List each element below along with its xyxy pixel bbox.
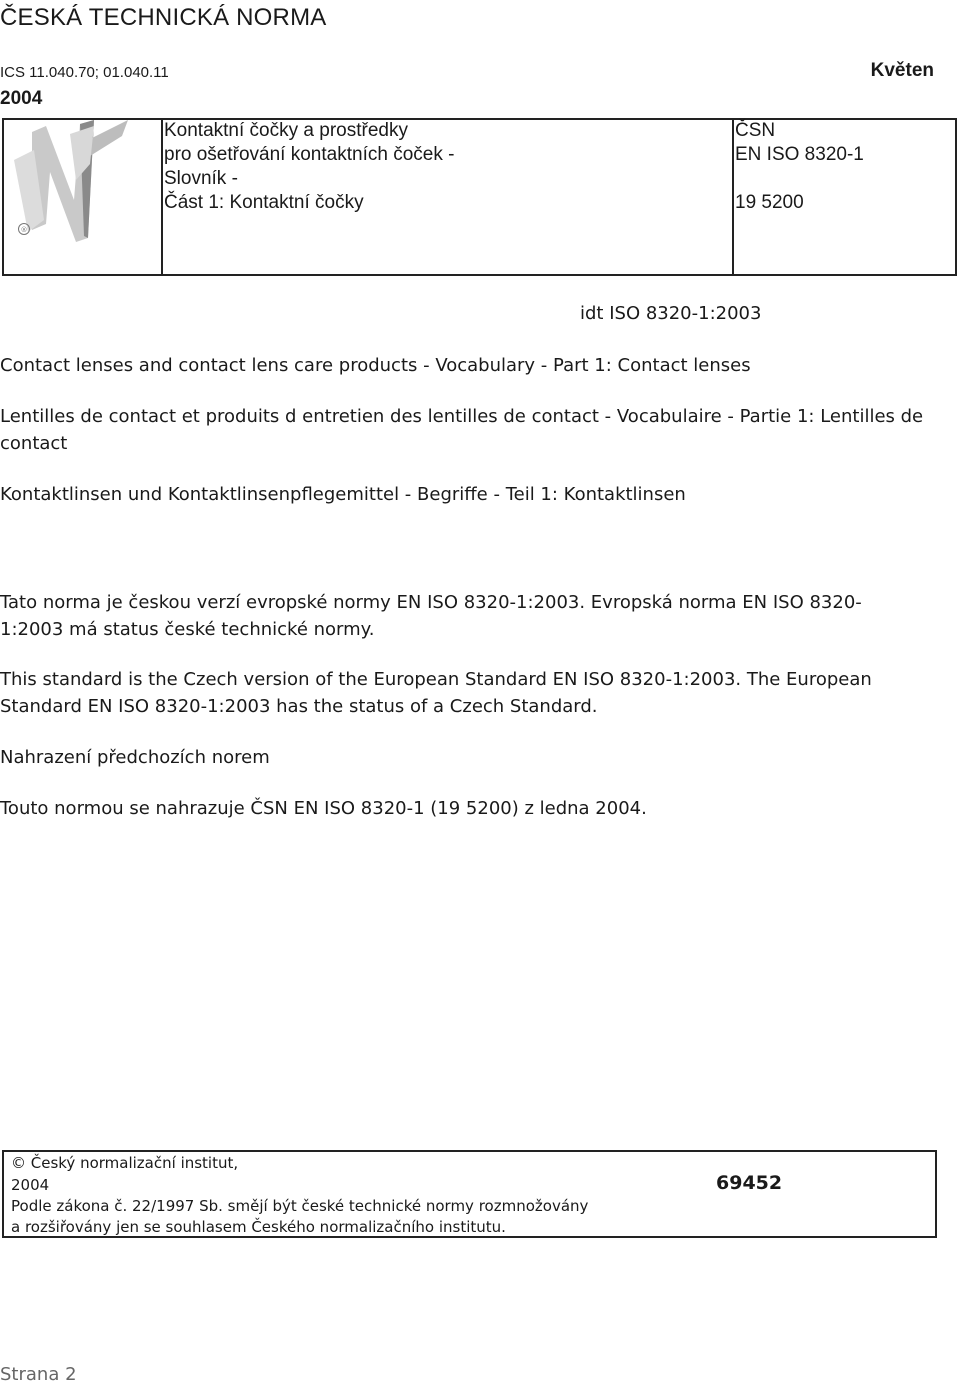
czech-title-line: Slovník - <box>164 168 238 189</box>
german-title: Kontaktlinsen und Kontaktlinsenpflegemittel - Begriffe - Teil 1: Kontaktlinsen <box>0 484 686 505</box>
french-title-line: contact <box>0 433 68 454</box>
standard-number: EN ISO 8320-1 <box>735 144 864 165</box>
norm-heading: ČESKÁ TECHNICKÁ NORMA <box>0 4 327 31</box>
page-number: Strana 2 <box>0 1364 77 1385</box>
csn-logo-icon <box>4 120 160 276</box>
czech-title-line: Část 1: Kontaktní čočky <box>164 192 364 213</box>
title-block <box>2 118 957 276</box>
czech-note-line: 1:2003 má status české technické normy. <box>0 619 375 640</box>
english-note-line: Standard EN ISO 8320-1:2003 has the status of a Czech Standard. <box>0 696 598 717</box>
registered-mark: ® <box>20 226 28 234</box>
class-number: 19 5200 <box>735 192 804 213</box>
copyright-box <box>2 1150 937 1238</box>
french-title-line: Lentilles de contact et produits d entretien des lentilles de contact - Vocabulaire - Partie 1: Lentilles de <box>0 406 924 427</box>
copyright-year: 2004 <box>11 1176 50 1194</box>
english-title: Contact lenses and contact lens care products - Vocabulary - Part 1: Contact lenses <box>0 355 751 376</box>
csn-label: ČSN <box>735 120 776 141</box>
replacement-heading: Nahrazení předchozích norem <box>0 747 270 768</box>
divider <box>732 120 734 274</box>
catalog-number: 69452 <box>716 1172 783 1194</box>
divider <box>161 120 163 274</box>
identity-reference: idt ISO 8320-1:2003 <box>580 303 762 324</box>
copyright-line: Podle zákona č. 22/1997 Sb. smějí být české technické normy rozmnožovány <box>11 1197 589 1215</box>
czech-title-line: pro ošetřování kontaktních čoček - <box>164 144 455 165</box>
czech-title-line: Kontaktní čočky a prostředky <box>164 120 408 141</box>
copyright-line: © Český normalizační institut, <box>11 1154 239 1172</box>
publication-month: Květen <box>870 60 934 81</box>
czech-note-line: Tato norma je českou verzí evropské normy EN ISO 8320-1:2003. Evropská norma EN ISO 8320- <box>0 592 862 613</box>
replacement-text: Touto normou se nahrazuje ČSN EN ISO 8320-1 (19 5200) z ledna 2004. <box>0 798 647 819</box>
ics-code: ICS 11.040.70; 01.040.11 <box>0 64 169 81</box>
publication-year: 2004 <box>0 88 43 109</box>
copyright-line: a rozšiřovány jen se souhlasem Českého normalizačního institutu. <box>11 1218 506 1236</box>
english-note-line: This standard is the Czech version of the European Standard EN ISO 8320-1:2003. The European <box>0 669 872 690</box>
